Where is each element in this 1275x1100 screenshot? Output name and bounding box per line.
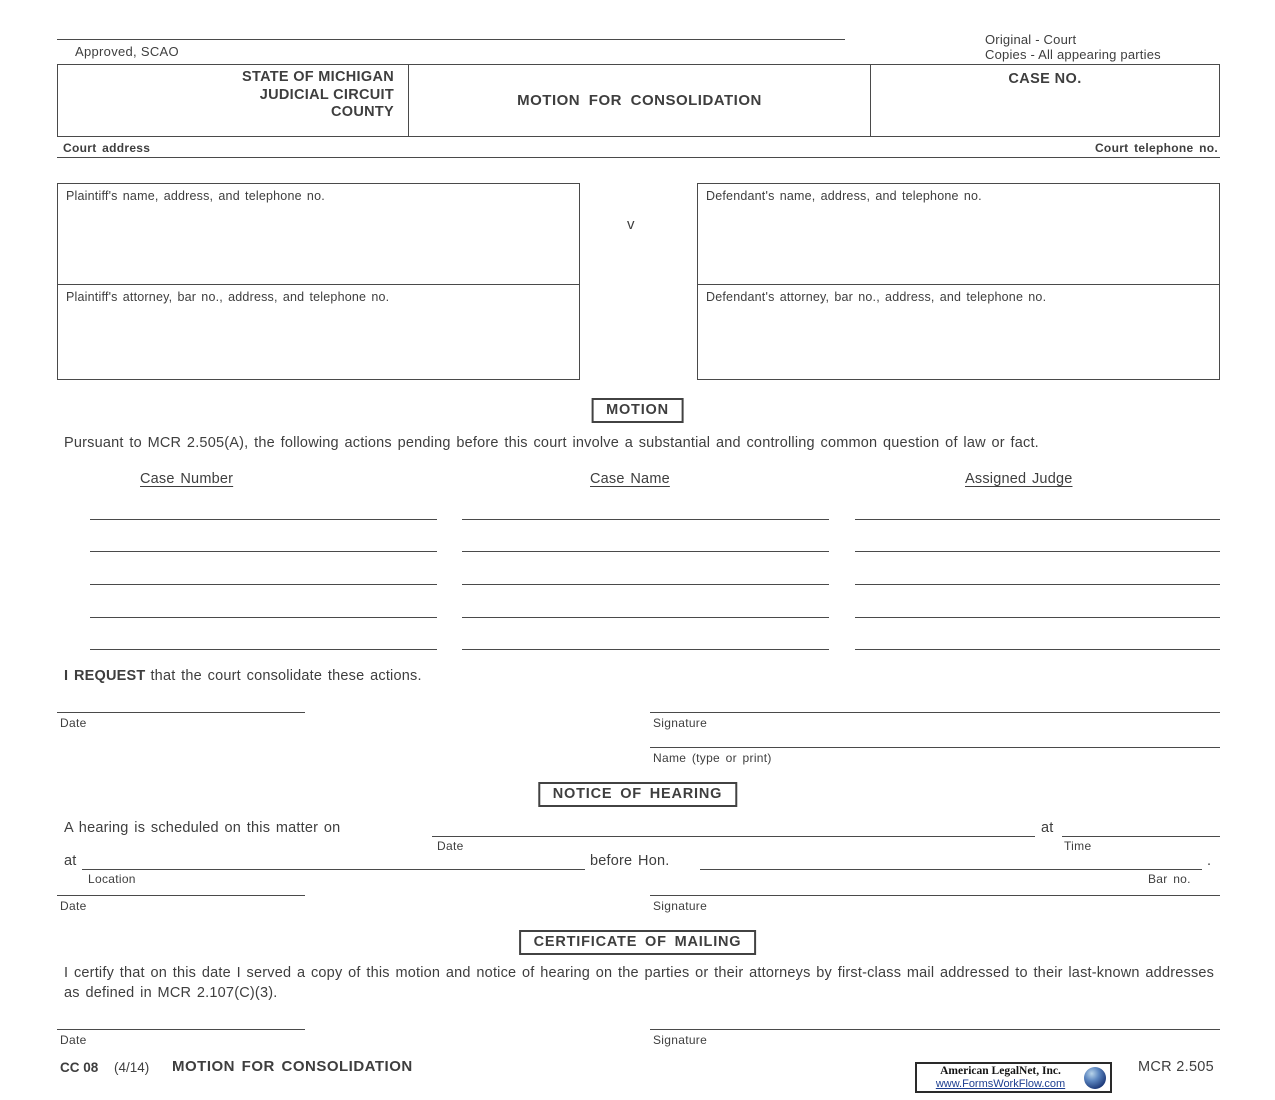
assigned-judge-line-1[interactable] xyxy=(855,519,1220,520)
motion-intro: Pursuant to MCR 2.505(A), the following actions pending before this court involve a substantial and controlling common question of law or fact. xyxy=(64,435,1039,451)
form-code: CC 08 xyxy=(60,1060,99,1075)
col-header-case-number: Case Number xyxy=(140,471,234,487)
top-rule xyxy=(57,39,845,40)
hearing-barno-sublabel: Bar no. xyxy=(1148,872,1191,886)
plaintiff-box xyxy=(57,183,580,380)
form-title-cell xyxy=(408,65,871,136)
hearing-date-sublabel: Date xyxy=(437,839,464,853)
legalnet-globe-icon xyxy=(1084,1067,1106,1089)
col-header-assigned-judge: Assigned Judge xyxy=(965,471,1073,487)
case-no-label: CASE NO. xyxy=(1008,71,1082,87)
hearing-at-text: at xyxy=(1041,820,1054,836)
court-telephone-label: Court telephone no. xyxy=(1094,141,1218,155)
case-number-line-4[interactable] xyxy=(90,617,437,618)
assigned-judge-line-5[interactable] xyxy=(855,649,1220,650)
case-name-line-1[interactable] xyxy=(462,519,829,520)
hearing-date-line[interactable] xyxy=(432,836,1035,837)
case-number-line-1[interactable] xyxy=(90,519,437,520)
motion-signature-line[interactable] xyxy=(650,712,1220,713)
plaintiff-attorney-field[interactable] xyxy=(58,284,579,379)
mailing-section-title: CERTIFICATE OF MAILING xyxy=(519,930,757,955)
judicial-circuit-label: JUDICIAL CIRCUIT xyxy=(259,86,394,103)
legalnet-name: American LegalNet, Inc. xyxy=(940,1064,1061,1077)
defendant-attorney-label: Defendant's attorney, bar no., address, and telephone no. xyxy=(706,290,1047,304)
approved-scao-note: Approved, SCAO xyxy=(75,44,179,59)
motion-date-label: Date xyxy=(60,716,87,730)
case-number-line-5[interactable] xyxy=(90,649,437,650)
hearing-date-label: Date xyxy=(60,899,87,913)
distribution-original: Original - Court xyxy=(985,32,1077,47)
hearing-time-line[interactable] xyxy=(1062,836,1220,837)
assigned-judge-line-2[interactable] xyxy=(855,551,1220,552)
hearing-date-sign-line[interactable] xyxy=(57,895,305,896)
hearing-time-sublabel: Time xyxy=(1064,839,1092,853)
legalnet-badge xyxy=(915,1062,1112,1093)
hearing-before-text: before Hon. xyxy=(590,853,670,869)
request-emphasis: I REQUEST xyxy=(64,668,146,684)
hearing-period: . xyxy=(1207,853,1212,869)
county-label: COUNTY xyxy=(330,104,394,120)
case-name-line-5[interactable] xyxy=(462,649,829,650)
form-title: MOTION FOR CONSOLIDATION xyxy=(517,92,762,109)
request-text: that the court consolidate these actions. xyxy=(150,668,422,684)
case-number-line-2[interactable] xyxy=(90,551,437,552)
case-name-line-4[interactable] xyxy=(462,617,829,618)
motion-signature-label: Signature xyxy=(653,716,708,730)
mailing-signature-label: Signature xyxy=(653,1033,708,1047)
distribution-block xyxy=(985,33,1161,62)
case-number-line-3[interactable] xyxy=(90,584,437,585)
defendant-box xyxy=(697,183,1220,380)
motion-section-title: MOTION xyxy=(591,398,684,423)
defendant-attorney-field[interactable] xyxy=(698,284,1219,379)
hearing-signature-line[interactable] xyxy=(650,895,1220,896)
plaintiff-name-field[interactable] xyxy=(58,184,579,284)
assigned-judge-line-3[interactable] xyxy=(855,584,1220,585)
mailing-date-line[interactable] xyxy=(57,1029,305,1030)
hearing-judge-line[interactable] xyxy=(700,869,1202,870)
hearing-location-sublabel: Location xyxy=(88,872,136,886)
case-name-line-2[interactable] xyxy=(462,551,829,552)
case-no-field[interactable] xyxy=(871,65,1219,136)
case-name-line-3[interactable] xyxy=(462,584,829,585)
hearing-scheduled-text: A hearing is scheduled on this matter on xyxy=(64,820,341,836)
court-address-label: Court address xyxy=(63,141,151,155)
versus-label: v xyxy=(627,216,635,233)
mailing-signature-line[interactable] xyxy=(650,1029,1220,1030)
hearing-section-title: NOTICE OF HEARING xyxy=(538,782,737,807)
motion-name-line[interactable] xyxy=(650,747,1220,748)
plaintiff-name-label: Plaintiff's name, address, and telephone no. xyxy=(66,189,325,203)
motion-date-line[interactable] xyxy=(57,712,305,713)
mailing-date-label: Date xyxy=(60,1033,87,1047)
state-of-michigan-label: STATE OF MICHIGAN xyxy=(242,69,394,85)
legalnet-link[interactable]: www.FormsWorkFlow.com xyxy=(935,1077,1066,1090)
form-revision: (4/14) xyxy=(114,1060,150,1075)
hearing-at2-text: at xyxy=(64,853,77,869)
hearing-location-line[interactable] xyxy=(82,869,585,870)
header-table xyxy=(57,64,1220,137)
defendant-name-field[interactable] xyxy=(698,184,1219,284)
footer-form-title: MOTION FOR CONSOLIDATION xyxy=(172,1058,413,1075)
mailing-body: I certify that on this date I served a copy of this motion and notice of hearing on the parties or their attorneys by first-class mail addressed to their last-known addresses as defined in MCR 2.107(C)(3). xyxy=(64,965,1215,1001)
distribution-copies: Copies - All appearing parties xyxy=(985,46,1161,62)
motion-name-label: Name (type or print) xyxy=(653,751,772,765)
court-address-rule xyxy=(57,157,1220,158)
col-header-case-name: Case Name xyxy=(590,471,670,487)
mcr-citation: MCR 2.505 xyxy=(1138,1059,1215,1075)
hearing-signature-label: Signature xyxy=(653,899,708,913)
plaintiff-attorney-label: Plaintiff's attorney, bar no., address, and telephone no. xyxy=(66,290,390,304)
defendant-name-label: Defendant's name, address, and telephone no. xyxy=(706,189,982,203)
assigned-judge-line-4[interactable] xyxy=(855,617,1220,618)
request-statement xyxy=(64,667,422,687)
court-name-cell xyxy=(58,65,408,136)
